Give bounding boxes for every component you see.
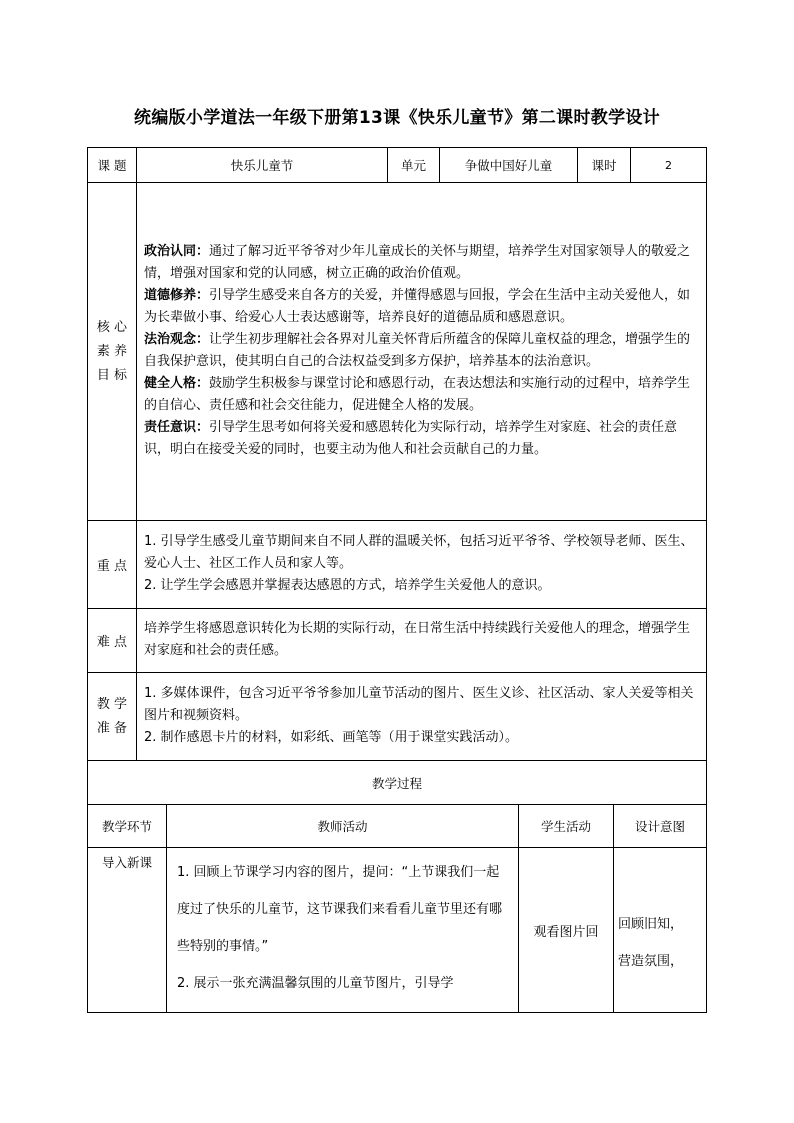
topic-value: 快乐儿童节	[137, 148, 388, 183]
key-points-label: 重 点	[88, 521, 137, 609]
unit-value: 争做中国好儿童	[440, 148, 578, 183]
process-title-row	[88, 761, 707, 805]
difficult-points-row	[88, 609, 707, 673]
topic-label: 课 题	[88, 148, 137, 183]
header-row	[88, 148, 707, 183]
stage-cell: 导入新课	[88, 848, 167, 1013]
core-goals-content	[137, 183, 707, 521]
teaching-process-table	[87, 760, 707, 1013]
core-goals-label: 核 心 素 养 目 标	[88, 183, 137, 521]
core-goal-item: 法治观念：让学生初步理解社会各界对儿童关怀背后所蕴含的保障儿童权益的理念，增强学生的自我保护意识，使其明白自己的合法权益受到多方保护，培养基本的法治意识。	[144, 332, 691, 369]
core-goals-row	[88, 183, 707, 521]
column-header-student: 学生活动	[519, 805, 614, 848]
teacher-activity-cell: 1. 回顾上节课学习内容的图片，提问：“上节课我们一起度过了快乐的儿童节，这节课我们来看看儿童节里还有哪些特别的事情。” 2. 展示一张充满温馨氛围的儿童节图片，引导学	[167, 848, 519, 1013]
preparation-row	[88, 673, 707, 761]
period-value: 2	[631, 148, 707, 183]
column-header-stage: 教学环节	[88, 805, 167, 848]
key-point-item: 2. 让学生学会感恩并掌握表达感恩的方式，培养学生关爱他人的意识。	[144, 578, 551, 593]
preparation-item: 1. 多媒体课件，包含习近平爷爷参加儿童节活动的图片、医生义诊、社区活动、家人关爱等相关图片和视频资料。	[144, 686, 694, 723]
period-label: 课时	[578, 148, 631, 183]
key-points-content	[137, 521, 707, 609]
difficult-points-content: 培养学生将感恩意识转化为长期的实际行动，在日常生活中持续践行关爱他人的理念，增强学生对家庭和社会的责任感。	[137, 609, 707, 673]
table-row	[88, 848, 707, 1013]
core-goal-item: 责任意识：引导学生思考如何将关爱和感恩转化为实际行动，培养学生对家庭、社会的责任意识，明白在接受关爱的同时，也要主动为他人和社会贡献自己的力量。	[144, 420, 678, 457]
preparation-label: 教 学 准 备	[88, 673, 137, 761]
key-point-item: 1. 引导学生感受儿童节期间来自不同人群的温暖关怀，包括习近平爷爷、学校领导老师、医生、爱心人士、社区工作人员和家人等。	[144, 534, 694, 571]
process-header-row	[88, 805, 707, 848]
page-title: 统编版小学道法一年级下册第13课《快乐儿童节》第二课时教学设计	[134, 108, 660, 128]
preparation-content	[137, 673, 707, 761]
process-section-title: 教学过程	[88, 761, 707, 805]
student-activity-cell: 观看图片回	[519, 848, 614, 1013]
difficult-points-label: 难 点	[88, 609, 137, 673]
column-header-teacher: 教师活动	[167, 805, 519, 848]
core-goal-item: 健全人格：鼓励学生积极参与课堂讨论和感恩行动，在表达想法和实施行动的过程中，培养学生的自信心、责任感和社会交往能力，促进健全人格的发展。	[144, 376, 691, 413]
core-goal-item: 道德修养：引导学生感受来自各方的关爱，并懂得感恩与回报，学会在生活中主动关爱他人，如为长辈做小事、给爱心人士表达感谢等，培养良好的道德品质和感恩意识。	[144, 288, 691, 325]
column-header-design: 设计意图	[614, 805, 707, 848]
preparation-item: 2. 制作感恩卡片的材料，如彩纸、画笔等（用于课堂实践活动）。	[144, 730, 519, 745]
unit-label: 单元	[388, 148, 440, 183]
core-goal-item: 政治认同：通过了解习近平爷爷对少年儿童成长的关怀与期望，培养学生对国家领导人的敬爱之情，增强对国家和党的认同感，树立正确的政治价值观。	[144, 244, 691, 281]
lesson-info-table	[87, 147, 707, 761]
design-intent-cell: 回顾旧知， 营造氛围，	[614, 848, 707, 1013]
key-points-row	[88, 521, 707, 609]
